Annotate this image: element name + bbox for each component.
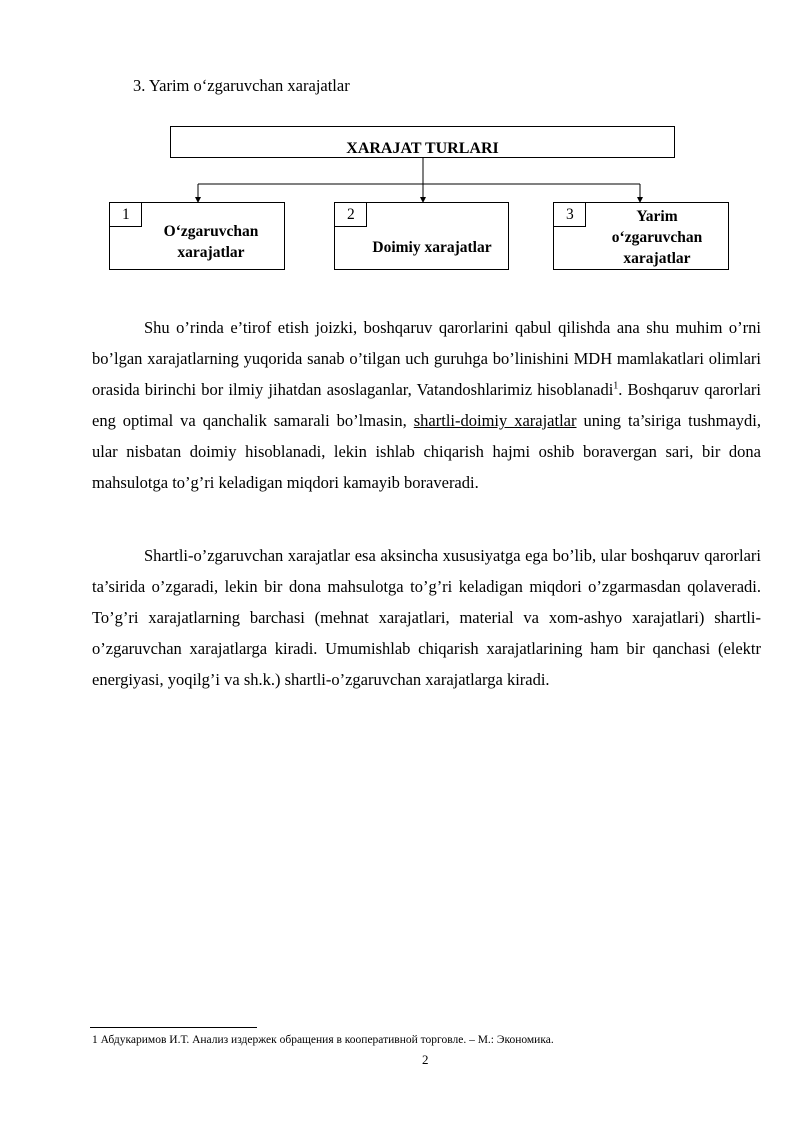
cost-types-diagram [0,0,800,300]
paragraph-1 [92,312,761,498]
footnote-ref: 1 [613,380,619,392]
box-label: O‘zgaruvchan xarajatlar [163,223,259,261]
paragraph-2: Shartli-o’zgaruvchan xarajatlar esa aksincha xususiyatga ega bo’lib, ular boshqaruv qarorlari ta’sirida o’zgaradi, lekin bir dona mahsulotga to’g’ri keladigan miqdori o’zgarmasdan qolaveradi. To’g’ri xarajatlarning barchasi (mehnat xarajatlari, material va xom-ashyo xarajatlari) shartli-o’zgaruvchan xarajatlarga kiradi. Umumishlab chiqarish xarajatlarining ham bir qanchasi (elektr energiyasi, yoqilg’i va sh.k.) shartli-o’zgaruvchan xarajatlarga kiradi. [92,546,761,689]
cost-type-box-3 [553,202,729,270]
box-number: 1 [110,203,142,227]
underlined-term: shartli-doimiy xarajatlar [413,411,577,430]
paragraph-text: Shu o’rinda e’tirof etish joizki, boshqaruv qarorlarini qabul qilishda ana shu muhim o’rni bo’lgan xarajatlarning yuqorida sanab o’tilgan uch guruhga bo’linishini MDH mamlakatlari olimlari orasida birinchi bor ilmiy jihatdan asoslaganlar, Vatandoshlarimiz hisoblanadi [92,318,761,399]
diagram-title-box [170,126,675,158]
box-number: 2 [335,203,367,227]
paragraph-text: uning ta’siriga tushmaydi, ular nisbatan doimiy hisoblanadi, lekin ishlab chiqarish hajmi oshib boravergan sari, bir dona mahsulotga to’g’ri keladigan miqdori kamayib boraveradi. [92,411,762,492]
footnote: 1 Абдукаримов И.Т. Анализ издержек обращения в кооперативной торговле. – М.: Экономика. [92,1034,554,1046]
section-heading: 3. Yarim o‘zgaruvchan xarajatlar [133,76,350,95]
box-label: Doimiy xarajatlar [372,239,492,256]
footnote-separator [90,1027,257,1028]
page-number: 2 [422,1052,429,1067]
cost-type-box-1 [109,202,285,270]
paragraph-text: . Boshqaruv qarorlari eng optimal va qanchalik samarali bo’lmasin, [92,380,762,430]
box-number: 3 [554,203,586,227]
cost-type-box-2 [334,202,509,270]
diagram-title: XARAJAT TURLARI [346,140,499,157]
box-label: Yarim o‘zgaruvchan xarajatlar [611,208,703,267]
